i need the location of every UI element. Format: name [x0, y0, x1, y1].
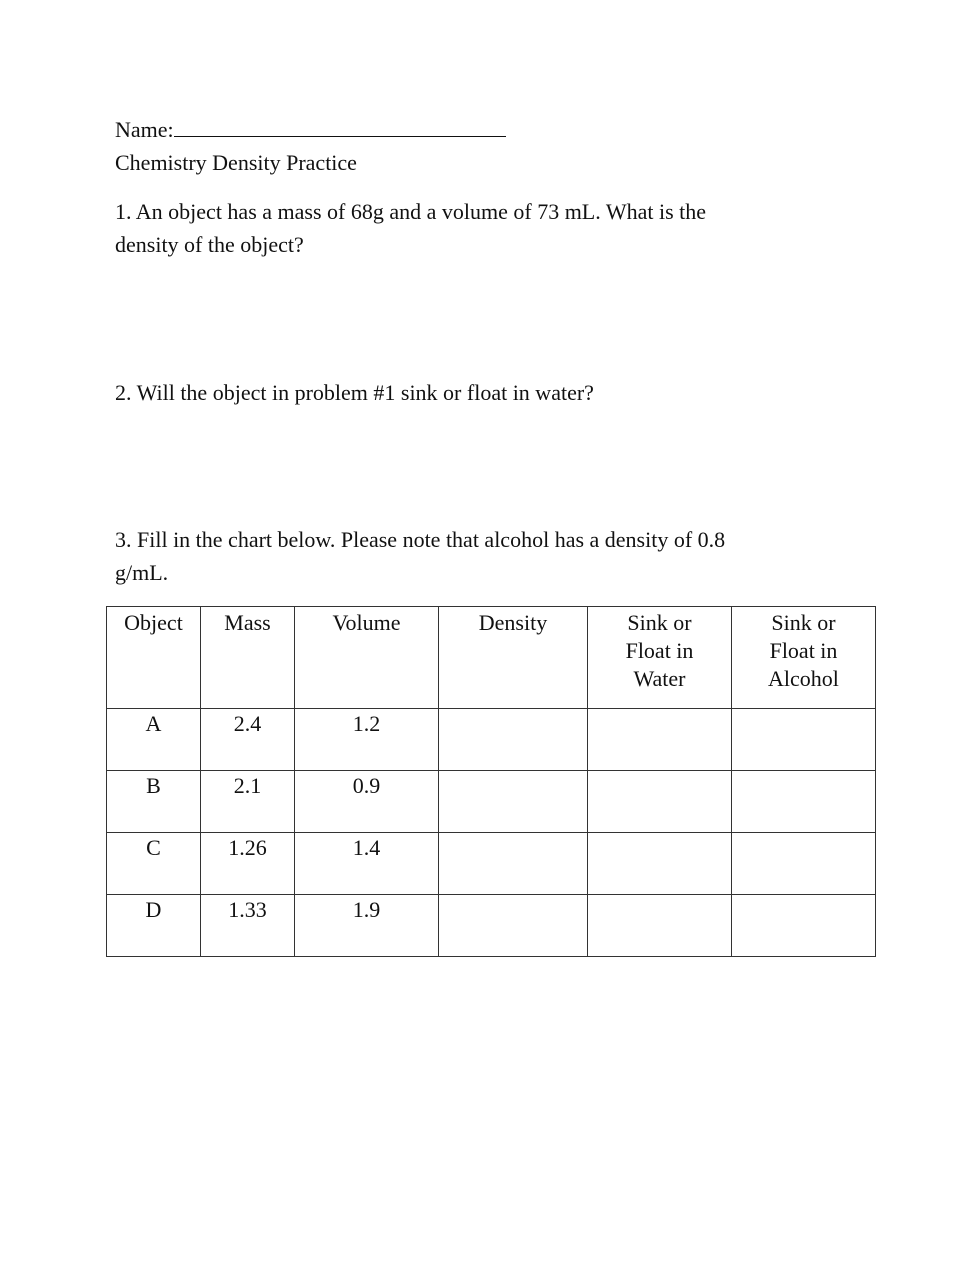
density-chart-table	[106, 606, 876, 957]
cell-density-blank[interactable]	[439, 895, 588, 957]
header-volume: Volume	[295, 607, 439, 709]
cell-volume: 1.4	[295, 833, 439, 895]
table-row	[107, 895, 876, 957]
question-3-line-1: 3. Fill in the chart below. Please note that alcohol has a density of 0.8	[115, 527, 726, 552]
table-row	[107, 709, 876, 771]
cell-water-blank[interactable]	[588, 895, 732, 957]
cell-alcohol-blank[interactable]	[732, 833, 876, 895]
table-row	[107, 771, 876, 833]
question-1-line-2: density of the object?	[115, 232, 304, 257]
header-sink-float-alcohol: Sink or Float in Alcohol	[732, 607, 876, 709]
cell-mass: 1.33	[201, 895, 295, 957]
header-mass: Mass	[201, 607, 295, 709]
question-1-line-1: 1. An object has a mass of 68g and a volume of 73 mL. What is the	[115, 199, 707, 224]
cell-volume: 0.9	[295, 771, 439, 833]
question-2: 2. Will the object in problem #1 sink or float in water?	[115, 380, 594, 405]
header-object: Object	[107, 607, 201, 709]
cell-mass: 1.26	[201, 833, 295, 895]
header-density: Density	[439, 607, 588, 709]
name-line	[115, 113, 506, 146]
cell-water-blank[interactable]	[588, 709, 732, 771]
cell-water-blank[interactable]	[588, 771, 732, 833]
cell-density-blank[interactable]	[439, 771, 588, 833]
header-sink-float-water: Sink or Float in Water	[588, 607, 732, 709]
cell-alcohol-blank[interactable]	[732, 709, 876, 771]
cell-volume: 1.2	[295, 709, 439, 771]
question-3-line-2: g/mL.	[115, 560, 169, 585]
name-blank-field[interactable]	[174, 114, 506, 137]
cell-alcohol-blank[interactable]	[732, 771, 876, 833]
cell-object: A	[107, 709, 201, 771]
cell-mass: 2.1	[201, 771, 295, 833]
cell-density-blank[interactable]	[439, 833, 588, 895]
table-row	[107, 833, 876, 895]
cell-object: B	[107, 771, 201, 833]
cell-alcohol-blank[interactable]	[732, 895, 876, 957]
cell-object: C	[107, 833, 201, 895]
cell-volume: 1.9	[295, 895, 439, 957]
cell-water-blank[interactable]	[588, 833, 732, 895]
cell-object: D	[107, 895, 201, 957]
table-header-row	[107, 607, 876, 709]
cell-mass: 2.4	[201, 709, 295, 771]
worksheet-title: Chemistry Density Practice	[115, 150, 357, 175]
cell-density-blank[interactable]	[439, 709, 588, 771]
name-label: Name:	[115, 117, 174, 142]
